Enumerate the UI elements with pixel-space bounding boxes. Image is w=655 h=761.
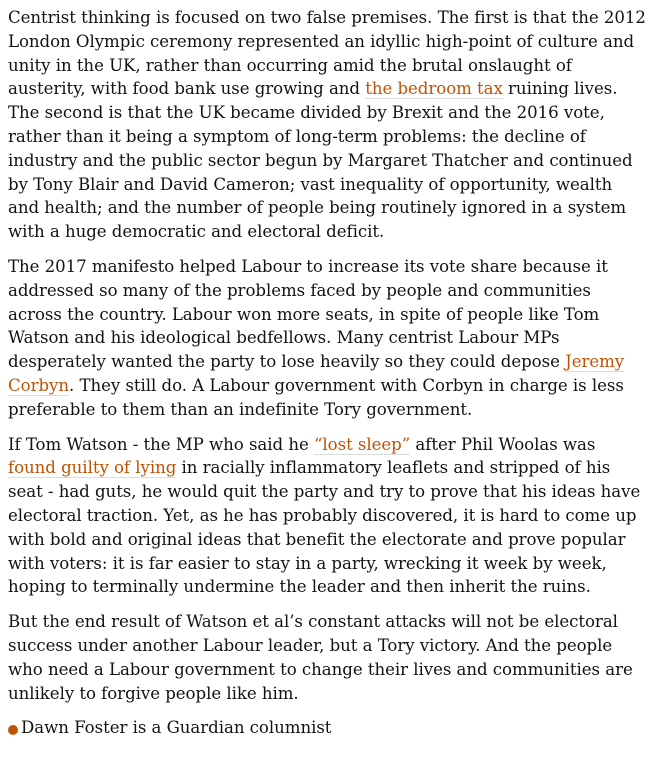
link-bedroom-tax[interactable]: the bedroom tax	[365, 79, 503, 99]
author-byline	[8, 716, 648, 740]
paragraph-text: Centrist thinking is focused on two false premises. The first is that the 2012 London Olympic ceremony represented an idyllic high-point of culture and unity in the UK, rather than occurring amid the brutal onslaught of austerity, with food bank use growing and	[8, 8, 646, 99]
paragraph-text: . They still do. A Labour government with Corbyn in charge is less preferable to them than an indefinite Tory government.	[8, 375, 624, 419]
paragraph-3	[8, 433, 648, 600]
link-jeremy-corbyn[interactable]: Jeremy Corbyn	[8, 352, 625, 395]
paragraph-2	[8, 255, 648, 422]
article-body	[8, 6, 648, 740]
paragraph-1	[8, 6, 648, 244]
paragraph-4	[8, 610, 648, 705]
paragraph-text: after Phil Woolas was	[410, 434, 596, 454]
bullet-dot-icon	[8, 725, 18, 735]
byline-text: Dawn Foster is a Guardian columnist	[21, 718, 332, 738]
paragraph-text: If Tom Watson - the MP who said he	[8, 434, 314, 454]
link-found-guilty-of-lying[interactable]: found guilty of lying	[8, 458, 177, 478]
paragraph-text: ruining lives. The second is that the UK became divided by Brexit and the 2016 vote, rather than it being a symptom of long-term problems: the decline of industry and the public sector begun by Margaret Thatcher and continued by Tony Blair and David Cameron; vast inequality of opportunity, wealth and health; and the number of people being routinely ignored in a system with a huge democratic and electoral deficit.	[8, 79, 633, 242]
paragraph-text: The 2017 manifesto helped Labour to increase its vote share because it addressed so many of the problems faced by people and communities across the country. Labour won more seats, in spite of people like Tom Watson and his ideological bedfellows. Many centrist Labour MPs desperately wanted the party to lose heavily so they could depose	[8, 256, 608, 372]
link-lost-sleep[interactable]: “lost sleep”	[313, 434, 411, 454]
paragraph-text: But the end result of Watson et al’s constant attacks will not be electoral success under another Labour leader, but a Tory victory. And the people who need a Labour government to change their lives and communities are unlikely to forgive people like him.	[8, 612, 633, 703]
paragraph-text: in racially inflammatory leaflets and stripped of his seat - had guts, he would quit the party and try to prove that his ideas have electoral traction. Yet, as he has probably discovered, it is hard to come up with bold and original ideas that benefit the electorate and prove popular with voters: it is far easier to stay in a party, wrecking it week by week, hoping to terminally undermine the leader and then inherit the ruins.	[8, 458, 641, 597]
